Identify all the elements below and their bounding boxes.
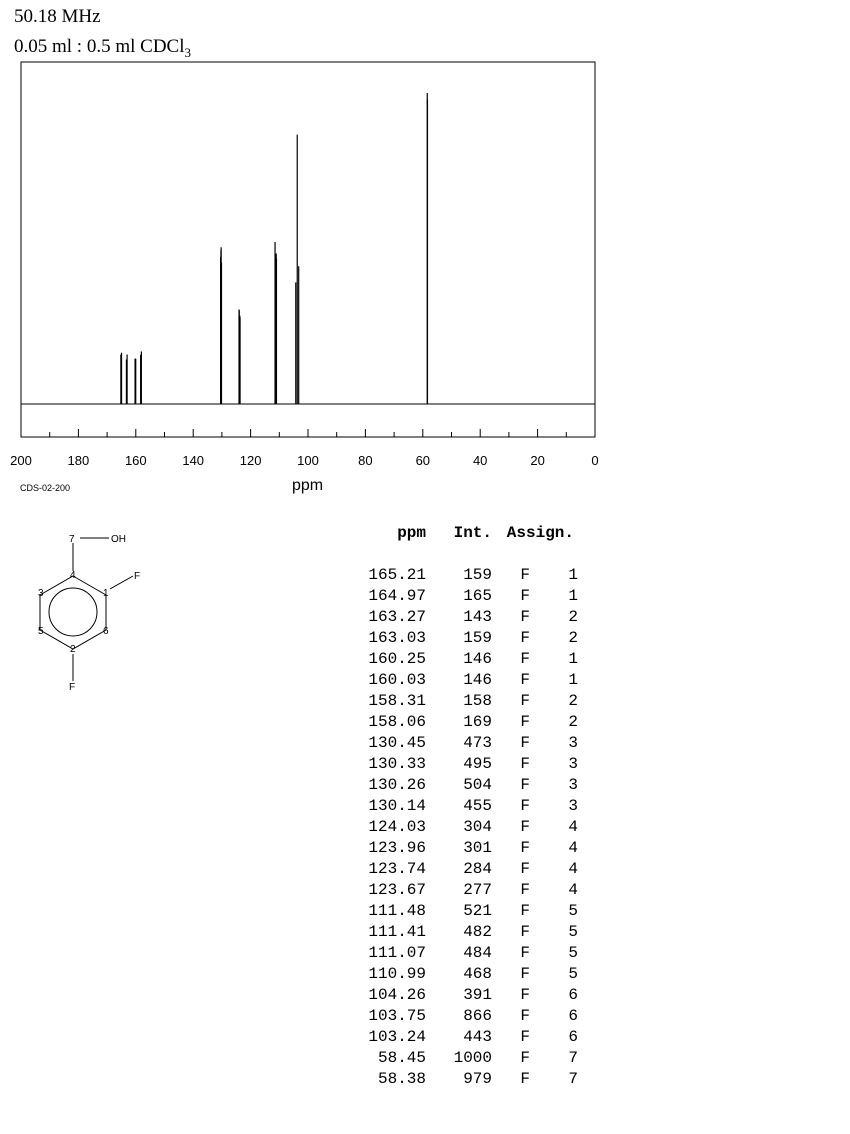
cell-f: F <box>520 650 530 668</box>
table-row <box>350 649 578 670</box>
cell-f: F <box>520 776 530 794</box>
cell-assign: 3 <box>568 755 578 773</box>
atom-label-3: 3 <box>38 588 44 599</box>
x-tick-label: 0 <box>591 453 599 468</box>
cell-assign: 4 <box>568 839 578 857</box>
cell-int: 143 <box>463 608 492 626</box>
cell-assign: 1 <box>568 587 578 605</box>
table-row <box>350 1027 578 1048</box>
bond-1-f <box>110 576 133 589</box>
cell-int: 158 <box>463 692 492 710</box>
spectrometer-frequency: 50.18 MHz <box>14 6 101 27</box>
cell-assign: 6 <box>568 986 578 1004</box>
cell-assign: 4 <box>568 818 578 836</box>
cell-assign: 2 <box>568 692 578 710</box>
cell-int: 979 <box>463 1070 492 1088</box>
cell-ppm: 111.48 <box>368 902 426 920</box>
cell-assign: 7 <box>568 1049 578 1067</box>
table-row <box>350 859 578 880</box>
atom-label-2: 2 <box>70 644 76 655</box>
cell-int: 443 <box>463 1028 492 1046</box>
x-tick-label: 140 <box>182 453 205 468</box>
cell-f: F <box>520 839 530 857</box>
header-ppm: ppm <box>397 524 426 542</box>
table-row <box>350 775 578 796</box>
cell-assign: 3 <box>568 776 578 794</box>
cell-int: 484 <box>463 944 492 962</box>
cell-ppm: 158.06 <box>368 713 426 731</box>
cell-ppm: 130.33 <box>368 755 426 773</box>
table-row <box>350 586 578 607</box>
cell-ppm: 58.45 <box>377 1049 426 1067</box>
x-tick-label: 120 <box>239 453 262 468</box>
table-row <box>350 817 578 838</box>
cell-assign: 2 <box>568 629 578 647</box>
x-tick-label: 180 <box>67 453 90 468</box>
cell-ppm: 110.99 <box>368 965 426 983</box>
cell-assign: 2 <box>568 713 578 731</box>
table-row <box>350 922 578 943</box>
atom-label-f-bottom: F <box>69 682 76 693</box>
cell-assign: 1 <box>568 650 578 668</box>
cell-ppm: 111.41 <box>368 923 426 941</box>
cell-int: 866 <box>463 1007 492 1025</box>
cell-int: 146 <box>463 671 492 689</box>
solvent-subscript: 3 <box>184 44 191 60</box>
cell-assign: 3 <box>568 734 578 752</box>
table-row <box>350 985 578 1006</box>
cell-f: F <box>520 692 530 710</box>
cell-ppm: 58.38 <box>377 1070 426 1088</box>
cell-int: 468 <box>463 965 492 983</box>
cell-int: 455 <box>463 797 492 815</box>
cell-f: F <box>520 902 530 920</box>
table-row <box>350 1048 578 1069</box>
cell-int: 304 <box>463 818 492 836</box>
table-row <box>350 733 578 754</box>
table-row <box>350 796 578 817</box>
cell-int: 159 <box>463 629 492 647</box>
cell-assign: 5 <box>568 965 578 983</box>
cell-assign: 4 <box>568 860 578 878</box>
cell-assign: 4 <box>568 881 578 899</box>
x-tick-label: 20 <box>530 453 545 468</box>
cell-int: 284 <box>463 860 492 878</box>
cell-f: F <box>520 629 530 647</box>
cell-assign: 5 <box>568 902 578 920</box>
cell-f: F <box>520 1070 530 1088</box>
cell-assign: 6 <box>568 1028 578 1046</box>
atom-label-f-top: F <box>134 571 141 582</box>
cell-f: F <box>520 587 530 605</box>
cell-f: F <box>520 986 530 1004</box>
cell-int: 301 <box>463 839 492 857</box>
header-int: Int. <box>453 524 492 542</box>
table-row <box>350 901 578 922</box>
x-axis-label: ppm <box>292 477 324 494</box>
cell-f: F <box>520 923 530 941</box>
cell-f: F <box>520 965 530 983</box>
atom-label-1: 1 <box>103 588 109 599</box>
cell-int: 159 <box>463 566 492 584</box>
cell-f: F <box>520 713 530 731</box>
cell-int: 146 <box>463 650 492 668</box>
cell-f: F <box>520 734 530 752</box>
cell-f: F <box>520 671 530 689</box>
molecule-structure <box>0 0 200 700</box>
cell-int: 165 <box>463 587 492 605</box>
peak-table-header <box>350 523 578 544</box>
cell-ppm: 165.21 <box>368 566 426 584</box>
x-tick-label: 60 <box>415 453 431 468</box>
cell-int: 521 <box>463 902 492 920</box>
cell-int: 482 <box>463 923 492 941</box>
table-row <box>350 565 578 586</box>
spectrum-code: CDS-02-200 <box>20 483 71 493</box>
cell-f: F <box>520 881 530 899</box>
cell-ppm: 130.26 <box>368 776 426 794</box>
cell-ppm: 160.03 <box>368 671 426 689</box>
cell-ppm: 123.67 <box>368 881 426 899</box>
cell-assign: 1 <box>568 671 578 689</box>
cell-assign: 5 <box>568 923 578 941</box>
table-spacer <box>350 544 578 565</box>
cell-int: 391 <box>463 986 492 1004</box>
table-row <box>350 628 578 649</box>
cell-assign: 1 <box>568 566 578 584</box>
cell-ppm: 158.31 <box>368 692 426 710</box>
cell-ppm: 123.74 <box>368 860 426 878</box>
table-row <box>350 1006 578 1027</box>
cell-int: 495 <box>463 755 492 773</box>
x-tick-label: 40 <box>472 453 488 468</box>
cell-f: F <box>520 818 530 836</box>
cell-ppm: 163.03 <box>368 629 426 647</box>
cell-f: F <box>520 566 530 584</box>
table-row <box>350 691 578 712</box>
cell-ppm: 104.26 <box>368 986 426 1004</box>
table-row <box>350 880 578 901</box>
cell-assign: 7 <box>568 1070 578 1088</box>
cell-ppm: 103.75 <box>368 1007 426 1025</box>
cell-assign: 5 <box>568 944 578 962</box>
cell-assign: 2 <box>568 608 578 626</box>
x-tick-label: 80 <box>358 453 373 468</box>
benzene-ring <box>40 576 106 649</box>
cell-assign: 3 <box>568 797 578 815</box>
cell-ppm: 111.07 <box>368 944 426 962</box>
table-row <box>350 754 578 775</box>
cell-ppm: 124.03 <box>368 818 426 836</box>
cell-int: 1000 <box>453 1049 492 1067</box>
peak-table-grid <box>350 523 578 1090</box>
atom-label-7: 7 <box>69 534 75 545</box>
atom-label-4: 4 <box>70 570 76 581</box>
table-row <box>350 1069 578 1090</box>
cell-f: F <box>520 1028 530 1046</box>
cell-ppm: 160.25 <box>368 650 426 668</box>
cell-f: F <box>520 944 530 962</box>
cell-ppm: 164.97 <box>368 587 426 605</box>
cell-int: 169 <box>463 713 492 731</box>
cell-f: F <box>520 797 530 815</box>
cell-assign: 6 <box>568 1007 578 1025</box>
table-row <box>350 607 578 628</box>
atom-label-oh: OH <box>111 534 126 545</box>
aromatic-circle <box>49 588 97 636</box>
table-row <box>350 670 578 691</box>
x-tick-label: 200 <box>10 453 32 468</box>
cell-ppm: 163.27 <box>368 608 426 626</box>
table-row <box>350 838 578 859</box>
table-row <box>350 943 578 964</box>
cell-f: F <box>520 608 530 626</box>
cell-f: F <box>520 1007 530 1025</box>
cell-ppm: 103.24 <box>368 1028 426 1046</box>
cell-f: F <box>520 860 530 878</box>
table-row <box>350 964 578 985</box>
header-assign: Assign. <box>506 524 574 542</box>
solvent-text: 0.05 ml : 0.5 ml CDCl <box>14 36 185 57</box>
cell-ppm: 130.45 <box>368 734 426 752</box>
cell-int: 473 <box>463 734 492 752</box>
x-tick-label: 160 <box>124 453 147 468</box>
peak-table <box>350 523 578 1090</box>
cell-int: 504 <box>463 776 492 794</box>
x-tick-label: 100 <box>297 453 319 468</box>
atom-label-5: 5 <box>38 626 44 637</box>
cell-ppm: 123.96 <box>368 839 426 857</box>
table-row <box>350 712 578 733</box>
cell-f: F <box>520 1049 530 1067</box>
cell-ppm: 130.14 <box>368 797 426 815</box>
atom-label-6: 6 <box>103 626 109 637</box>
cell-int: 277 <box>463 881 492 899</box>
cell-f: F <box>520 755 530 773</box>
